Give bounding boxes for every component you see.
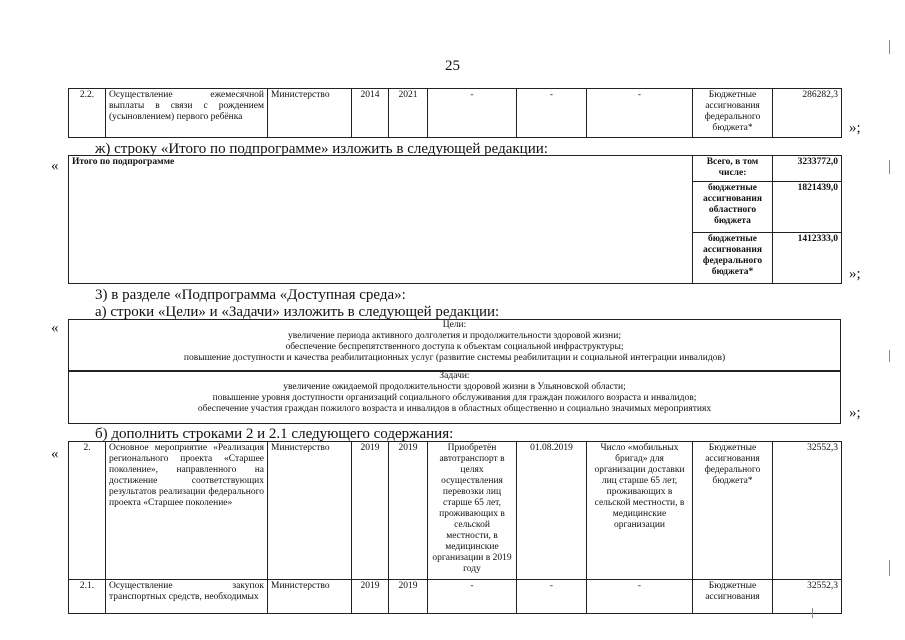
instruction-section-3: 3) в разделе «Подпрограмма «Доступная среда»: bbox=[95, 287, 406, 303]
dash-cell: - bbox=[517, 89, 587, 138]
instruction-zh: ж) строку «Итого по подпрограмме» изложить в следующей редакции: bbox=[95, 141, 548, 157]
instruction-b: б) дополнить строками 2 и 2.1 следующего содержания: bbox=[95, 426, 454, 442]
measure-name: Основное мероприятие «Реализация регионального проекта «Старшее поколение», направленного на достижение соответствующих результатов реализации федерального проекта «Старшее поколение» bbox=[106, 442, 268, 580]
scan-margin-mark bbox=[889, 40, 890, 54]
executor: Министерство bbox=[268, 580, 352, 614]
opening-quote: « bbox=[51, 158, 59, 174]
end-year: 2019 bbox=[389, 442, 428, 580]
regional-budget-label: бюджетные ассигнования областного бюджета bbox=[693, 182, 773, 233]
row-number: 2.2. bbox=[69, 89, 106, 138]
total-value: 3233772,0 bbox=[773, 156, 842, 182]
scan-margin-mark bbox=[889, 350, 890, 362]
dash-cell: - bbox=[517, 580, 587, 614]
closing-quote: »; bbox=[849, 120, 861, 136]
deadline-date: 01.08.2019 bbox=[517, 442, 587, 580]
tasks-line: повышение уровня доступности организаций социального обслуживания для граждан пожилого возраста и инвалидов; bbox=[212, 393, 697, 403]
start-year: 2014 bbox=[352, 89, 389, 138]
instruction-a: а) строки «Цели» и «Задачи» изложить в следующей редакции: bbox=[95, 304, 500, 320]
tasks-block bbox=[68, 370, 841, 424]
tasks-line: обеспечение участия граждан пожилого возраста и инвалидов в областных общественно и социально значимых мероприятиях bbox=[197, 404, 712, 414]
dash-cell: - bbox=[587, 89, 693, 138]
start-year: 2019 bbox=[352, 442, 389, 580]
table-rows-2 bbox=[68, 441, 842, 614]
indicator-cell: Число «мобильных бригад» для организации доставки лиц старше 65 лет, проживающих в сельской местности, в медицинские организации bbox=[587, 442, 693, 580]
funding-source: Бюджетные ассигнования федерального бюджета* bbox=[693, 89, 773, 138]
total-label: Всего, в том числе: bbox=[693, 156, 773, 182]
goals-line: повышение доступности и качества реабилитационных услуг (развитие системы реабилитации и социальной интеграции инвалидов) bbox=[183, 353, 726, 363]
funding-source: Бюджетные ассигнования федерального бюджета* bbox=[693, 442, 773, 580]
closing-quote: »; bbox=[849, 405, 861, 421]
table-row-2-2 bbox=[68, 88, 842, 138]
measure-name: Осуществление закупок транспортных средств, необходимых bbox=[106, 580, 268, 614]
opening-quote: « bbox=[51, 446, 59, 462]
goals-line: увеличение периода активного долголетия и продолжительности здоровой жизни; bbox=[288, 331, 621, 341]
amount: 32552,3 bbox=[773, 442, 842, 580]
scan-margin-mark bbox=[812, 608, 813, 618]
end-year: 2019 bbox=[389, 580, 428, 614]
federal-budget-label: бюджетные ассигнования федерального бюджета* bbox=[693, 233, 773, 284]
federal-budget-value: 1412333,0 bbox=[773, 233, 842, 284]
amount: 286282,3 bbox=[773, 89, 842, 138]
scan-margin-mark bbox=[889, 160, 890, 174]
row-number: 2.1. bbox=[69, 580, 106, 614]
scan-margin-mark bbox=[889, 560, 890, 576]
executor: Министерство bbox=[268, 89, 352, 138]
executor: Министерство bbox=[268, 442, 352, 580]
tasks-line: увеличение ожидаемой продолжительности здоровой жизни в Ульяновской области; bbox=[283, 382, 626, 392]
itogo-title: Итого по подпрограмме bbox=[69, 156, 693, 284]
page-number: 25 bbox=[445, 58, 460, 74]
row-number: 2. bbox=[69, 442, 106, 580]
table-itogo bbox=[68, 155, 842, 284]
dash-cell: - bbox=[587, 580, 693, 614]
funding-source: Бюджетные ассигнования bbox=[693, 580, 773, 614]
opening-quote: « bbox=[51, 320, 59, 336]
result-cell: Приобретён автотранспорт в целях осуществления перевозки лиц старше 65 лет, проживающих в сельской местности, в медицинские организации в 2019 году bbox=[428, 442, 517, 580]
goals-line: обеспечение беспрепятственного доступа к объектам социальной инфраструктуры; bbox=[285, 342, 624, 352]
dash-cell: - bbox=[428, 89, 517, 138]
dash-cell: - bbox=[428, 580, 517, 614]
regional-budget-value: 1821439,0 bbox=[773, 182, 842, 233]
tasks-title: Задачи: bbox=[439, 371, 470, 381]
end-year: 2021 bbox=[389, 89, 428, 138]
amount: 32552,3 bbox=[773, 580, 842, 614]
closing-quote: »; bbox=[849, 266, 861, 282]
goals-block bbox=[68, 319, 841, 372]
measure-name: Осуществление ежемесячной выплаты в связи с рождением (усыновлением) первого ребёнка bbox=[106, 89, 268, 138]
goals-title: Цели: bbox=[442, 320, 467, 330]
start-year: 2019 bbox=[352, 580, 389, 614]
